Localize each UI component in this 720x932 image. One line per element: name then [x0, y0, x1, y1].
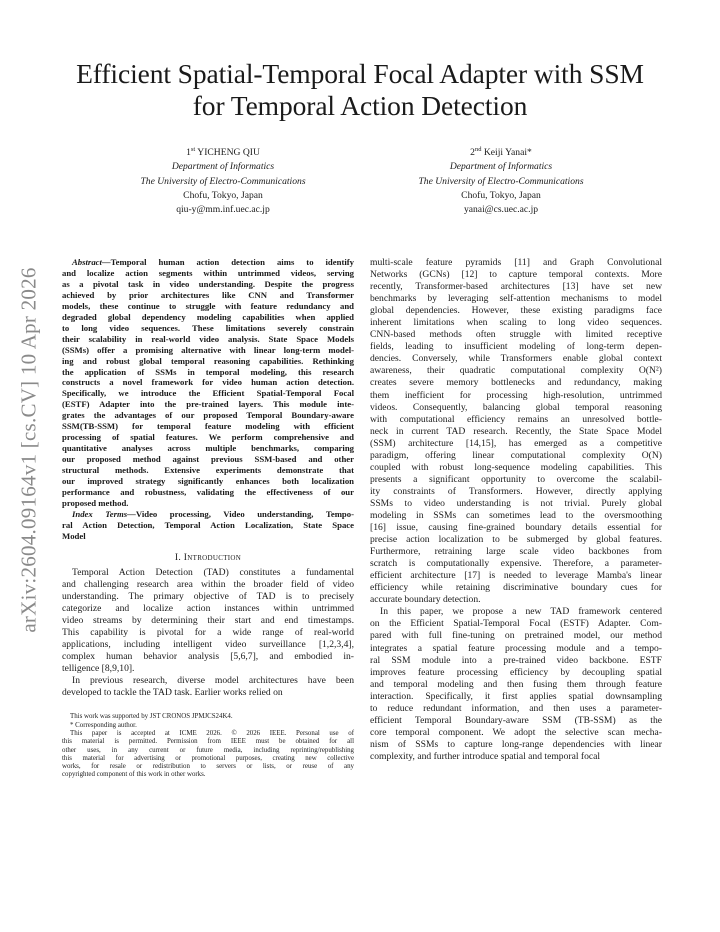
text-line: SSMs to video understanding is not trivial. Purely global [370, 497, 662, 509]
author-name: 2nd Keiji Yanai* [470, 146, 532, 159]
text-line: modeling in SSMs can sometimes lead to the oversmoothing [370, 509, 662, 521]
right-paragraph-1 [370, 257, 662, 606]
text-line: Temporal Action Detection (TAD) constitutes a fundamental [72, 566, 354, 578]
text-line: with computational efficiency remains an unresolved bottle- [370, 413, 662, 425]
footnote-line: copyrighted component of this work in other works. [62, 771, 206, 779]
text-line: benchmarks by leveraging self-attention mechanisms to model [370, 293, 662, 305]
intro-paragraph-1 [62, 567, 354, 675]
author-university: The University of Electro-Communications [140, 175, 306, 187]
title-line-1: Efficient Spatial-Temporal Focal Adapter with SSM [76, 58, 644, 89]
text-line: creates severe memory bottlenecks and redundancy, making [370, 377, 662, 389]
author-block-1 [93, 143, 353, 217]
text-line: accurate boundary detection. [370, 594, 481, 606]
text-line: Specifically, we introduce the Efficient Spatial-Temporal Focal [62, 388, 354, 399]
text-line: efficient architecture [17] is needed to leverage Mamba's linear [370, 570, 662, 582]
text-line: coupled with robust long-sequence modeling capabilities. This [370, 461, 662, 473]
text-line: constructs a novel framework for video human action detection. [62, 377, 354, 388]
text-line: models, these continue to struggle with feature redundancy and [62, 300, 354, 311]
author-location: Chofu, Tokyo, Japan [183, 189, 263, 201]
text-line: ral Action Detection, Temporal Action Localization, State Space [62, 519, 354, 530]
text-line: scratch is computationally expensive. Therefore, a parameter- [370, 558, 662, 570]
text-line: degraded global dependency modeling capabilities when applied [62, 311, 354, 322]
footnote-line: works, for resale or redistribution to servers or lists, or reuse of any [62, 763, 354, 771]
text-line: Index Terms—Video processing, Video understanding, Tempo- [72, 508, 355, 519]
footnotes [62, 713, 354, 779]
text-line: telligence [8,9,10]. [62, 663, 135, 675]
footnote-line: This work was supported by JST CRONOS JPMJCS24K4. [70, 713, 233, 721]
text-line: (SSMs) offer a promising alternative with linear long-term model- [62, 344, 354, 355]
text-line: presents a significant opportunity to overcome the scalabil- [370, 473, 662, 485]
text-line: complex human behavior analysis [5,6,7], and embodied in- [62, 651, 354, 663]
text-line: In previous research, diverse model architectures have been [72, 675, 354, 687]
text-line: efficiency while retaining discriminative boundary cues for [370, 582, 662, 594]
text-line: Abstract—Temporal human action detection aims to identify [72, 257, 354, 267]
text-line: This capability is pivotal for a wide range of real-world [62, 627, 354, 639]
text-line: fields, leading to insufficient modeling of long-term depen- [370, 341, 662, 353]
text-line: (ESTF) Adapter into the pre-trained layers. This module inte- [62, 399, 354, 410]
index-terms [62, 509, 354, 542]
text-line: and challenging research area within the broader field of video [62, 578, 354, 590]
author-email: qiu-y@mm.inf.uec.ac.jp [176, 204, 270, 215]
text-line: to reduce redundant information, and then uses a parameter- [370, 702, 662, 714]
author-block-2 [371, 143, 631, 217]
text-line: nism of SSMs to capture long-range dependencies with linear [370, 738, 662, 750]
text-line: grates the advantages of our proposed Temporal Boundary-aware [62, 410, 354, 421]
text-line: their scalability in real-world video analysis. State Space Models [62, 333, 354, 344]
text-line: the application of SSMs in temporal modeling, this research [62, 366, 354, 377]
left-column [62, 257, 354, 780]
text-line: core temporal component. We adopt the selective scan mecha- [370, 726, 662, 738]
abstract [62, 257, 354, 509]
text-line: them inefficient for processing high-resolution, untrimmed [370, 389, 662, 401]
author-location: Chofu, Tokyo, Japan [461, 189, 541, 201]
text-line: improves feature processing efficiency by decoupling spatial [370, 666, 662, 678]
text-line: as a pivotal task in video understanding. Despite the progress [62, 278, 354, 289]
text-line: [16] issue, causing fine-grained boundary details essential for [370, 522, 662, 534]
footnote-line: This paper is accepted at ICME 2026. © 2026 IEEE. Personal use of [70, 729, 354, 737]
text-line: recently, Transformer-based architectures [13] have set new [370, 281, 662, 293]
text-line: to long video sequences. These limitations severely constrain [62, 322, 354, 333]
text-line: and localize action segments within untrimmed videos, serving [62, 267, 354, 278]
author-department: Department of Informatics [171, 161, 275, 173]
text-line: awareness, their quadratic computational complexity O(N²) [370, 365, 662, 377]
footnote-line: * Corresponding author. [70, 721, 137, 729]
text-line: developed to tackle the TAD task. Earlier works relied on [62, 687, 283, 699]
author-name: 1st YICHENG QIU [186, 146, 260, 159]
text-line: neck in current TAD research. Recently, the State Space Model [370, 425, 662, 437]
section-heading: I. Introduction [174, 551, 242, 563]
text-line: performance and robustness, validating the effectiveness of our [62, 487, 354, 498]
right-column [370, 257, 662, 763]
text-line: quantitative analyses across multiple benchmarks, comparing [62, 443, 354, 454]
text-line: videos. Consequently, balancing global temporal reasoning [370, 401, 662, 413]
text-line: and temporal modeling and then fusing them through feature [370, 678, 662, 690]
text-line: achieved by prior architectures like CNN and Transformer [62, 289, 354, 300]
text-line: video streams by determining their start and end timestamps. [62, 615, 354, 627]
arxiv-identifier: arXiv:2604.09164v1 [cs.CV] 10 Apr 2026 [16, 267, 41, 633]
text-line: CNN-based methods often struggle with limited receptive [370, 329, 662, 341]
text-line: applications, including intelligent video surveillance [1,2,3,4], [62, 639, 354, 651]
text-line: Networks (GCNs) [12] to capture temporal contexts. More [370, 269, 662, 281]
text-line: our improved strategy significantly enhances both localization [62, 476, 354, 487]
text-line: precise action localization to be submerged by global features. [370, 534, 662, 546]
text-line: SSM(TB-SSM) for temporal feature modeling with efficient [62, 421, 354, 432]
text-line: on the Efficient Spatial-Temporal Focal (ESTF) Adapter. Com- [370, 618, 662, 630]
text-line: ing and robust global temporal reasoning capabilities. Rethinking [62, 355, 354, 366]
footnote-line: this material for advertising or promotional purposes, creating new collective [62, 754, 354, 762]
arxiv-stamp [15, 255, 43, 645]
text-line: efficient Temporal Boundary-aware SSM (TB-SSM) as the [370, 714, 662, 726]
intro-paragraph-2 [62, 675, 354, 699]
text-line: paradigm, offering linear computational complexity O(N) [370, 449, 662, 461]
text-line: global dependencies. However, these existing paradigms face [370, 305, 662, 317]
text-line: integrates a spatial feature processing module and a tempo- [370, 642, 662, 654]
footnote-line: this material is permitted. Permission from IEEE must be obtained for all [62, 738, 354, 746]
text-line: our proposed method against previous SSM-based and other [62, 454, 354, 465]
text-line: ity constraints of Transformers. However, directly applying [370, 485, 662, 497]
text-line: understanding. The primary objective of TAD is to precisely [62, 590, 354, 602]
text-line: interaction. Specifically, it first applies spatial downsampling [370, 690, 662, 702]
title-line-2: for Temporal Action Detection [192, 90, 528, 121]
text-line: pared with full fine-tuning on pretrained model, our method [370, 630, 662, 642]
text-line: structural methods. Extensive experiments demonstrate that [62, 465, 354, 476]
text-line: inherent limitations when scaling to long video sequences. [370, 317, 662, 329]
footnote-line: other uses, in any current or future media, including reprinting/republishing [62, 746, 354, 754]
text-line: complexity, and further introduce spatial and temporal focal [370, 750, 601, 762]
text-line: proposed method. [62, 497, 129, 508]
text-line: Model [62, 530, 86, 541]
text-line: multi-scale feature pyramids [11] and Graph Convolutional [370, 257, 662, 268]
text-line: ral SSM module into a pre-trained video backbone. ESTF [370, 654, 662, 666]
paper-title [40, 58, 680, 122]
author-university: The University of Electro-Communications [418, 175, 584, 187]
text-line: processing of spatial features. We perform comprehensive and [62, 432, 354, 443]
text-line: In this paper, we propose a new TAD framework centered [380, 606, 662, 618]
text-line: Furthermore, retraining large scale video backbones from [370, 546, 662, 558]
right-paragraph-2 [370, 606, 662, 763]
author-email: yanai@cs.uec.ac.jp [463, 204, 539, 215]
author-department: Department of Informatics [449, 161, 553, 173]
text-line: (SSM) architecture [14,15], has emerged as a competitive [370, 437, 662, 449]
text-line: dencies. Conversely, while Transformers enable global context [370, 353, 662, 365]
text-line: categorize and localize action instances within untrimmed [62, 602, 354, 614]
